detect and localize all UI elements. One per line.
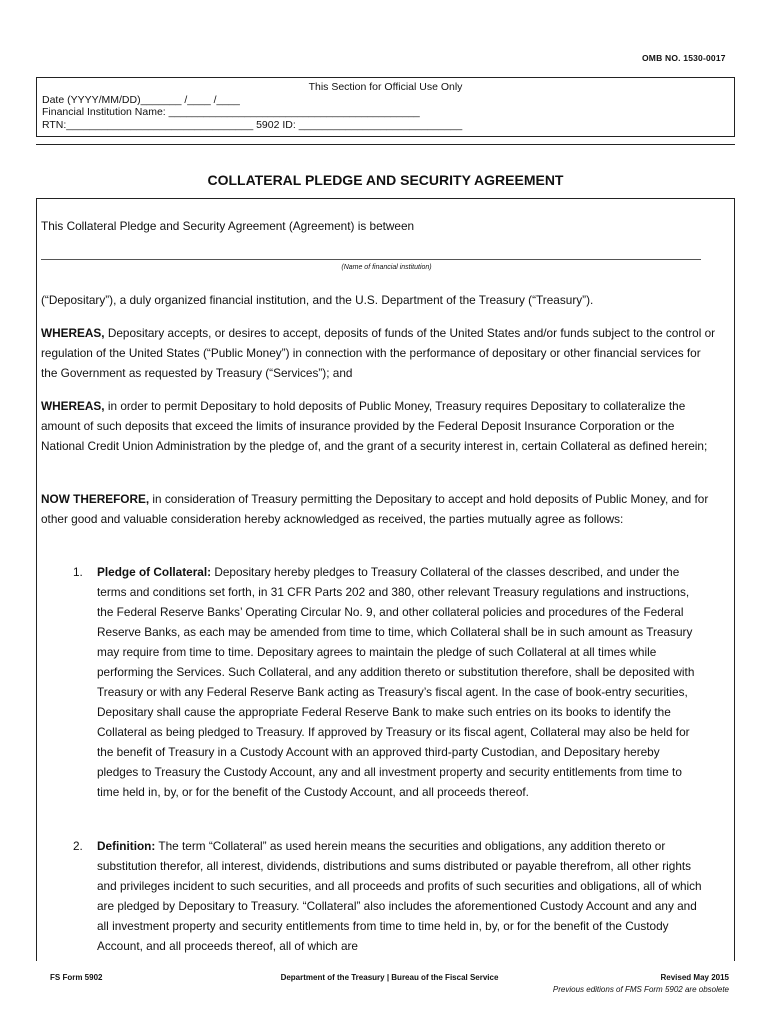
whereas-text: Depositary accepts, or desires to accept, deposits of funds of the United States and/or funds subject to the control or regulation of the United States (“Public Money”) in connection with the performance of depositary or other financial services for the Government as requested by Treasury (“Services”); and — [41, 326, 716, 380]
department-name: Department of the Treasury | Bureau of the Fiscal Service — [280, 973, 499, 982]
now-therefore-text: in consideration of Treasury permitting the Depositary to accept and hold deposits of Public Money, and for other good and valuable consideration hereby acknowledged as received, the parties mutually agree as follows: — [41, 492, 709, 526]
list-item-definition — [73, 836, 703, 956]
institution-name-field: Financial Institution Name: ___________________________________________ — [42, 106, 420, 118]
document-title: COLLATERAL PLEDGE AND SECURITY AGREEMENT — [207, 172, 564, 188]
revised-date: Revised May 2015 — [660, 973, 729, 982]
rtn-field: RTN:________________________________ 5902 ID: ____________________________ — [42, 118, 463, 131]
divider — [36, 144, 735, 145]
institution-name-line — [41, 259, 701, 260]
agreement-body — [36, 198, 735, 961]
official-use-title: This Section for Official Use Only — [308, 81, 463, 93]
item-text: The term “Collateral” as used herein means the securities and obligations, any addition thereto or substitution therefor, all interest, dividends, distributions and sums distributed or payable therefrom, all other rights and privileges incident to such securities, and all proceeds and profits of such securities and obligations, all of which are pledged by Depositary to Treasury. “Collateral” also includes the aforementioned Custody Account and any and all investment property and security entitlements from time to time held in, by, or for the benefit of the Custody Account, and all proceeds thereof, all of which are — [97, 839, 702, 953]
intro-text: This Collateral Pledge and Security Agreement (Agreement) is between — [41, 219, 415, 233]
institution-name-caption: (Name of financial institution) — [341, 264, 432, 271]
whereas-text: in order to permit Depositary to hold deposits of Public Money, Treasury requires Depositary to collateralize the amount of such deposits that exceed the limits of insurance provided by the Federal Deposit Insurance Corporation or the National Credit Union Administration by the pledge of, and the grant of a security interest in, certain Collateral as defined herein; — [41, 399, 708, 453]
item-number: 2. — [73, 839, 83, 853]
official-use-section — [36, 77, 735, 137]
item-heading: Definition: — [97, 839, 156, 853]
form-number: FS Form 5902 — [50, 973, 103, 982]
item-heading: Pledge of Collateral: — [97, 565, 212, 579]
whereas-lead: WHEREAS, — [41, 326, 105, 340]
list-item-pledge — [73, 562, 703, 802]
whereas-paragraph-2 — [41, 396, 716, 456]
whereas-lead: WHEREAS, — [41, 399, 105, 413]
now-therefore-paragraph — [41, 489, 716, 529]
now-therefore-lead: NOW THEREFORE, — [41, 492, 150, 506]
date-field: Date (YYYY/MM/DD)_______ /____ /____ — [42, 93, 240, 106]
whereas-paragraph-1 — [41, 323, 716, 383]
item-number: 1. — [73, 565, 83, 579]
depositary-paragraph: (“Depositary”), a duly organized financial institution, and the U.S. Department of the Treasury (“Treasury”). — [41, 293, 594, 307]
item-text: Depositary hereby pledges to Treasury Collateral of the classes described, and under the terms and conditions set forth, in 31 CFR Parts 202 and 380, other relevant Treasury regulations and instructions, the Federal Reserve Banks’ Operating Circular No. 9, and other collateral policies and procedures of the Federal Reserve Banks, as each may be amended from time to time, which Collateral shall be in such amount as Treasury may require from time to time. Depositary agrees to maintain the pledge of such Collateral at all times while performing the Services. Such Collateral, and any addition thereto or substitution therefore, shall be deposited with Treasury or with any Federal Reserve Bank acting as Treasury’s fiscal agent. In the case of book-entry securities, Depositary shall cause the appropriate Federal Reserve Bank to make such entries on its books to identify the Collateral as being pledged to Treasury. If approved by Treasury or its fiscal agent, Collateral may also be held for the benefit of Treasury in a Custody Account with an approved third-party Custodian, and Depositary hereby pledges to Treasury the Custody Account, any and all investment property and security entitlements from time to time held in, by, or for the benefit of the Custody Account, and all proceeds thereof. — [97, 565, 695, 799]
omb-number: OMB NO. 1530-0017 — [642, 53, 726, 63]
obsolete-note: Previous editions of FMS Form 5902 are obsolete — [552, 985, 729, 994]
